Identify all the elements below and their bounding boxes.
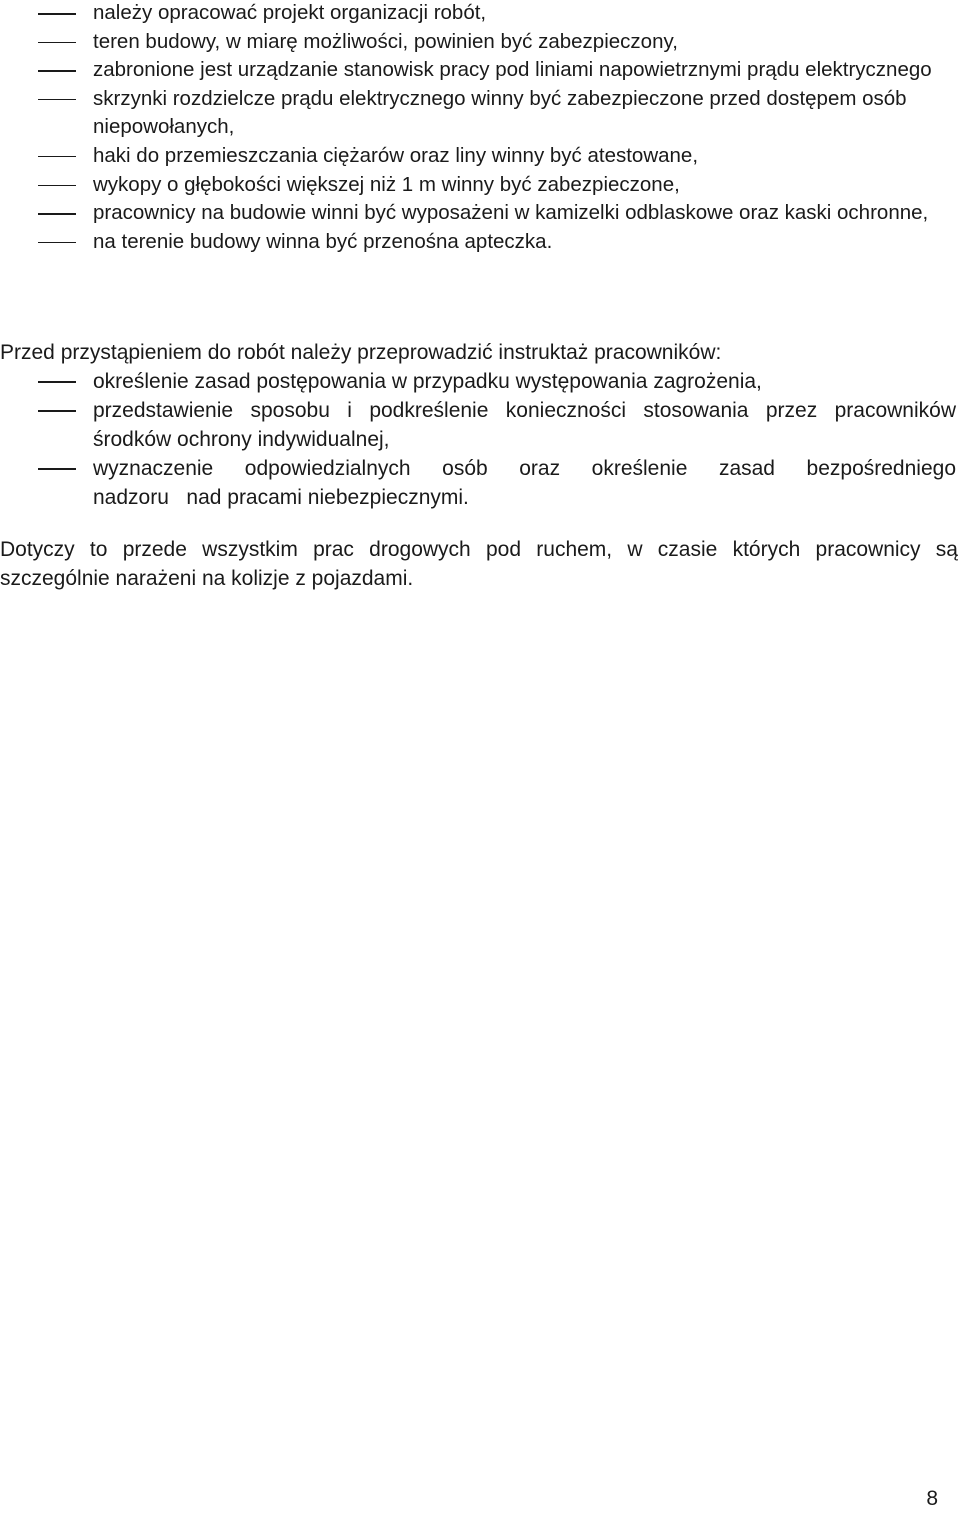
dash-bullet-icon (38, 213, 76, 215)
list-item (0, 171, 958, 200)
list-item (0, 454, 958, 512)
list-item-text: wykopy o głębokości większej niż 1 m winny być zabezpieczone, (93, 172, 680, 196)
instruction-topics-list (0, 367, 958, 512)
list-item-text: teren budowy, w miarę możliwości, powinien być zabezpieczony, (93, 29, 678, 53)
list-item-text: określenie zasad postępowania w przypadku występowania zagrożenia, (93, 370, 762, 393)
dash-bullet-icon (38, 99, 76, 101)
list-item (0, 228, 958, 257)
list-item-text: pracownicy na budowie winni być wyposażeni w kamizelki odblaskowe oraz kaski ochronne, (93, 201, 929, 225)
safety-requirements-list (0, 0, 958, 256)
list-item-text: haki do przemieszczania ciężarów oraz liny winny być atestowane, (93, 143, 699, 167)
list-item-text: przedstawienie sposobu i podkreślenie konieczności stosowania przez pracowników środków ochrony indywidualnej, (93, 399, 956, 451)
list-item-text: zabronione jest urządzanie stanowisk pracy pod liniami napowietrznymi prądu elektrycznego (93, 58, 932, 82)
closing-paragraph: Dotyczy to przede wszystkim prac drogowych pod ruchem, w czasie których pracownicy są szczególnie narażeni na kolizje z pojazdami. (0, 538, 958, 590)
dash-bullet-icon (38, 185, 76, 187)
list-item (0, 367, 958, 396)
list-item-text-line-1: wyznaczenie odpowiedzialnych osób oraz określenie zasad bezpośredniego (93, 457, 956, 480)
list-item-text-line-2: nadzoru nad pracami niebezpiecznymi. (93, 486, 469, 509)
list-item-text: skrzynki rozdzielcze prądu elektrycznego winny być zabezpieczone przed dostępem osób niepowołanych, (93, 86, 907, 139)
list-item (0, 396, 958, 454)
list-item (0, 28, 958, 57)
dash-bullet-icon (38, 156, 76, 158)
instruction-intro-paragraph: Przed przystąpieniem do robót należy przeprowadzić instruktaż pracowników: (0, 341, 722, 364)
list-item (0, 199, 958, 228)
list-item (0, 56, 958, 85)
list-item-text: na terenie budowy winna być przenośna apteczka. (93, 229, 553, 253)
list-item (0, 0, 958, 28)
dash-bullet-icon (38, 70, 76, 72)
dash-bullet-icon (38, 42, 76, 44)
dash-bullet-icon (38, 242, 76, 244)
dash-bullet-icon (38, 381, 76, 383)
dash-bullet-icon (38, 468, 76, 470)
page-number: 8 (926, 1487, 938, 1510)
list-item (0, 142, 958, 171)
list-item-text: należy opracować projekt organizacji robót, (93, 1, 487, 24)
list-item (0, 85, 958, 142)
dash-bullet-icon (38, 410, 76, 412)
dash-bullet-icon (38, 13, 76, 15)
